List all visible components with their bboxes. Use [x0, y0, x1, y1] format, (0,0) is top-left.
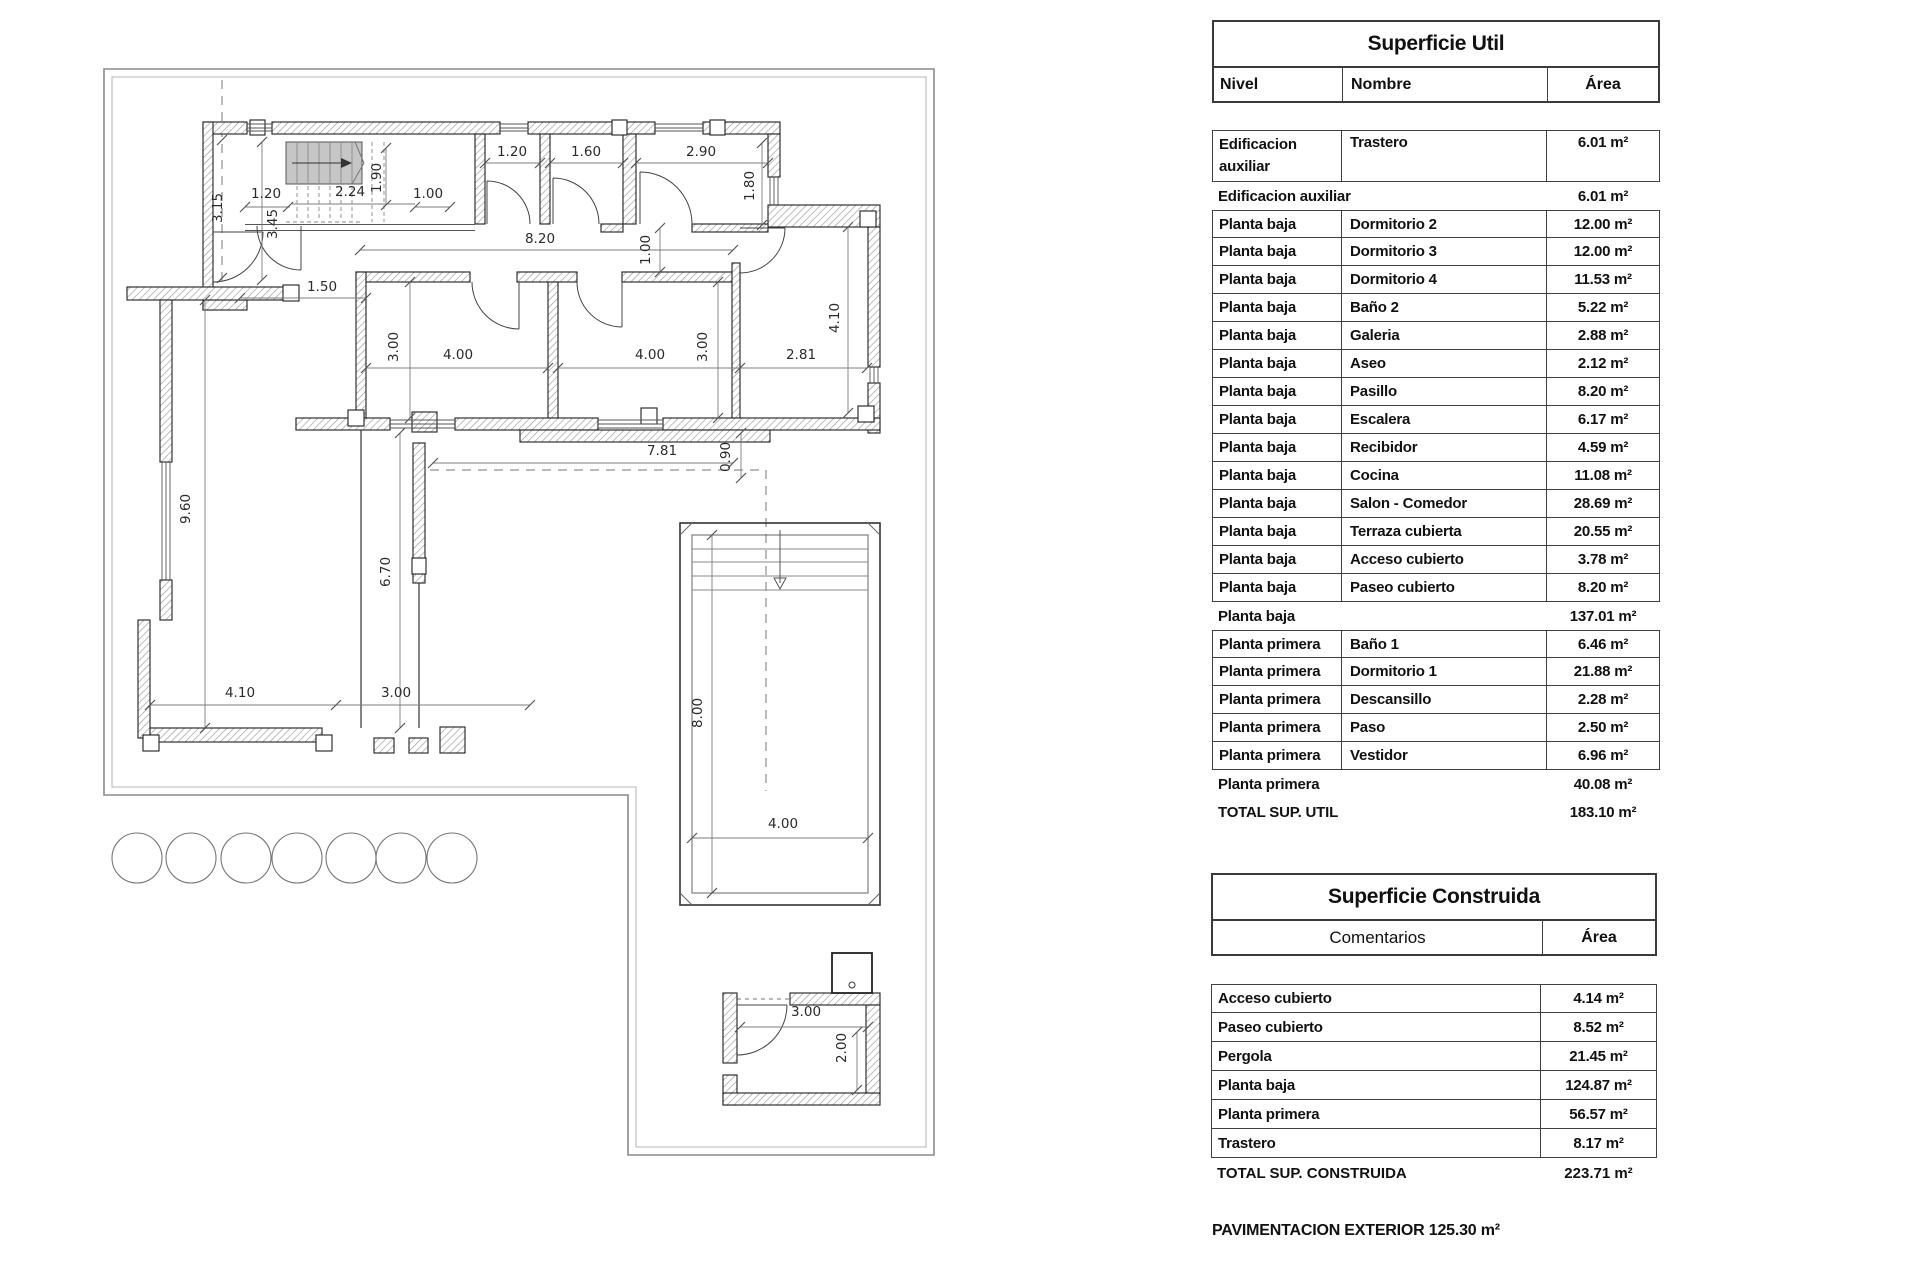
table-row — [1212, 574, 1660, 602]
dimension-label: 2.81 — [785, 347, 817, 363]
table-cell: Recibidor — [1341, 434, 1547, 461]
table-cell: 2.12 m² — [1577, 355, 1629, 372]
dimension-label: 2.00 — [834, 1032, 850, 1064]
table-row — [1211, 984, 1657, 1013]
table-cell: Planta baja — [1219, 299, 1296, 316]
dimension-label: 3.15 — [210, 192, 226, 224]
table-cell: 4.59 m² — [1577, 439, 1629, 456]
table-cons-total-row — [1211, 1158, 1657, 1188]
table-row — [1212, 742, 1660, 770]
dimension-ticks — [145, 135, 873, 1095]
table-cell: 8.20 m² — [1577, 579, 1629, 596]
dimension-label: 4.00 — [634, 347, 666, 363]
pool — [680, 523, 880, 905]
table-cell: Planta primera — [1219, 635, 1321, 653]
table-cell: 4.14 m² — [1573, 990, 1624, 1007]
walls — [127, 122, 880, 1105]
dimension-label: 1.60 — [570, 144, 602, 160]
pavimentacion-note: PAVIMENTACION EXTERIOR 125.30 m² — [1212, 1222, 1500, 1239]
table-cell: 21.45 m² — [1569, 1047, 1628, 1065]
dimension-label: 9.60 — [178, 493, 194, 525]
dashed-lines — [222, 80, 790, 999]
dimension-label: 7.81 — [646, 443, 678, 459]
table-row — [1212, 518, 1660, 546]
table-cell: Planta primera — [1212, 1100, 1541, 1128]
table-gap — [1212, 103, 1660, 130]
table-cell: Dormitorio 2 — [1341, 211, 1547, 237]
table-cell: Planta baja — [1219, 523, 1296, 540]
table-row — [1211, 1129, 1657, 1158]
dimension-label: 8.00 — [690, 697, 706, 729]
table-row — [1212, 686, 1660, 714]
table-cell: Planta baja — [1219, 411, 1296, 428]
dimension-label: 1.20 — [250, 186, 282, 202]
dimension-label: 0.90 — [718, 441, 734, 473]
table-cell: Edificacion auxiliar — [1218, 187, 1351, 205]
table-row — [1211, 1100, 1657, 1129]
table-cell: Planta baja — [1212, 1071, 1541, 1099]
table-cell: Planta baja — [1219, 355, 1296, 372]
table-cell: 11.08 m² — [1574, 467, 1632, 484]
dimension-label: 3.00 — [695, 331, 711, 363]
table-cell: Planta baja — [1219, 467, 1296, 484]
dimension-label: 4.00 — [442, 347, 474, 363]
table-cell: 2.88 m² — [1577, 327, 1629, 344]
col-area-cons: Área — [1581, 928, 1617, 946]
dimension-label: 4.10 — [827, 302, 843, 334]
table-subtotal-row — [1212, 182, 1660, 210]
table-cell: 12.00 m² — [1573, 215, 1633, 233]
table-superficie-construida — [1211, 873, 1657, 1188]
dimension-label: 1.00 — [412, 186, 444, 202]
table-cell: Planta primera — [1219, 663, 1321, 680]
table-row — [1212, 350, 1660, 378]
table-cell: 6.96 m² — [1577, 747, 1629, 764]
table-cell: Terraza cubierta — [1341, 518, 1547, 545]
table-util-rows — [1212, 130, 1660, 826]
dimension-label: 2.90 — [685, 144, 717, 160]
open-edges — [296, 418, 419, 728]
table-cell: Baño 1 — [1341, 631, 1547, 657]
table-cell: 6.01 m² — [1577, 134, 1629, 151]
table-cell: Trastero — [1341, 131, 1547, 181]
table-cell: Dormitorio 1 — [1341, 658, 1547, 685]
table-cell: Salon - Comedor — [1341, 490, 1547, 517]
table-gap — [1211, 956, 1657, 984]
table-row — [1212, 210, 1660, 238]
table-row — [1212, 546, 1660, 574]
table-cell: 6.01 m² — [1577, 187, 1629, 205]
dimension-label: 3.00 — [380, 685, 412, 701]
table-cell: Planta primera — [1219, 747, 1321, 764]
table-cell: 56.57 m² — [1569, 1105, 1628, 1123]
table-cons-title: Superficie Construida — [1211, 873, 1657, 921]
table-cons-rows — [1211, 984, 1657, 1158]
table-row — [1212, 294, 1660, 322]
dimension-label: 3.00 — [790, 1004, 822, 1020]
table-util-header — [1212, 68, 1660, 103]
table-cell: 2.28 m² — [1577, 691, 1629, 708]
table-row — [1212, 630, 1660, 658]
table-cell: Paso — [1341, 714, 1547, 741]
table-cell: Acceso cubierto — [1341, 546, 1547, 573]
dimension-label: 3.45 — [265, 208, 281, 240]
table-cell: Cocina — [1341, 462, 1547, 489]
table-cell: Planta baja — [1219, 243, 1296, 260]
col-nivel: Nivel — [1220, 75, 1259, 93]
col-comentarios: Comentarios — [1213, 921, 1543, 954]
table-cell: 8.17 m² — [1573, 1134, 1624, 1152]
table-cell: Pasillo — [1341, 378, 1547, 405]
table-cell: Planta baja — [1219, 579, 1296, 596]
dimension-labels — [178, 144, 850, 1063]
table-cell: Escalera — [1341, 406, 1547, 433]
table-cell: 2.50 m² — [1577, 719, 1629, 736]
dimension-label: 6.70 — [378, 556, 394, 588]
table-cell: 137.01 m² — [1569, 607, 1637, 625]
table-row — [1212, 490, 1660, 518]
table-row — [1212, 434, 1660, 462]
total-construida-value: 223.71 m² — [1564, 1164, 1633, 1182]
table-superficie-util — [1212, 20, 1660, 826]
table-row — [1212, 266, 1660, 294]
table-cell: 28.69 m² — [1573, 495, 1633, 512]
table-cell: Planta baja — [1219, 327, 1296, 344]
dimension-label: 1.00 — [638, 234, 654, 266]
col-area: Área — [1585, 75, 1621, 93]
table-cell: Descansillo — [1341, 686, 1547, 713]
table-cell: Vestidor — [1341, 742, 1547, 769]
table-row — [1212, 378, 1660, 406]
table-cell: 183.10 m² — [1569, 803, 1637, 821]
table-subtotal-row — [1212, 602, 1660, 630]
table-cell: TOTAL SUP. UTIL — [1218, 803, 1339, 821]
dimension-label: 4.00 — [767, 816, 799, 832]
table-cell: Planta baja — [1219, 383, 1296, 400]
table-cell: Galeria — [1341, 322, 1547, 349]
table-cell: 6.46 m² — [1577, 635, 1629, 653]
trees — [112, 833, 477, 883]
table-row — [1212, 406, 1660, 434]
table-cell: Planta baja — [1219, 551, 1296, 568]
table-row — [1212, 462, 1660, 490]
dimension-label: 1.20 — [496, 144, 528, 160]
col-nombre: Nombre — [1342, 68, 1548, 101]
table-row — [1212, 322, 1660, 350]
table-cell: Pergola — [1212, 1042, 1541, 1070]
table-cell: 5.22 m² — [1577, 299, 1629, 316]
table-cell: 8.52 m² — [1573, 1018, 1624, 1036]
table-cell: 3.78 m² — [1577, 551, 1629, 568]
dimension-label: 2.24 — [334, 184, 366, 200]
table-row — [1212, 658, 1660, 686]
total-construida-label: TOTAL SUP. CONSTRUIDA — [1217, 1164, 1407, 1182]
table-cell: Planta baja — [1219, 495, 1296, 512]
table-cell: Acceso cubierto — [1212, 985, 1541, 1012]
doors — [213, 172, 787, 1055]
table-row — [1212, 238, 1660, 266]
table-cell: Planta primera — [1218, 775, 1320, 793]
table-cell: Planta baja — [1219, 215, 1296, 233]
table-row — [1212, 130, 1660, 182]
table-cell: 21.88 m² — [1573, 663, 1633, 680]
table-cell: 6.17 m² — [1577, 411, 1629, 428]
dimension-label: 8.20 — [524, 231, 556, 247]
dimension-label: 1.80 — [742, 170, 758, 202]
table-cell: 124.87 m² — [1565, 1076, 1632, 1094]
dimension-label: 1.50 — [306, 279, 338, 295]
table-cell: Edificacion auxiliar — [1219, 136, 1297, 175]
table-cell: 20.55 m² — [1573, 523, 1633, 540]
dimension-label: 1.90 — [369, 162, 385, 194]
shower — [832, 953, 872, 993]
table-cell: Trastero — [1212, 1129, 1541, 1157]
table-row — [1211, 1013, 1657, 1042]
table-cell: Planta baja — [1219, 271, 1296, 288]
table-cell: Aseo — [1341, 350, 1547, 377]
table-cell: Paseo cubierto — [1341, 574, 1547, 601]
table-cell: Paseo cubierto — [1212, 1013, 1541, 1041]
table-cell: 8.20 m² — [1577, 383, 1629, 400]
dimension-label: 3.00 — [386, 331, 402, 363]
table-cell: 12.00 m² — [1573, 243, 1633, 260]
table-util-title: Superficie Util — [1212, 20, 1660, 68]
table-row — [1211, 1071, 1657, 1100]
table-cell: Planta baja — [1218, 607, 1295, 625]
table-subtotal-row — [1212, 770, 1660, 798]
table-cell: Planta baja — [1219, 439, 1296, 456]
table-subtotal-row — [1212, 798, 1660, 826]
table-row — [1212, 714, 1660, 742]
table-cons-header — [1211, 921, 1657, 956]
dimension-label: 4.10 — [224, 685, 256, 701]
table-cell: 11.53 m² — [1574, 271, 1632, 288]
table-cell: 40.08 m² — [1573, 775, 1633, 793]
table-cell: Dormitorio 3 — [1341, 238, 1547, 265]
table-cell: Dormitorio 4 — [1341, 266, 1547, 293]
table-cell: Baño 2 — [1341, 294, 1547, 321]
table-cell: Planta primera — [1219, 691, 1321, 708]
table-row — [1211, 1042, 1657, 1071]
table-cell: Planta primera — [1219, 719, 1321, 736]
